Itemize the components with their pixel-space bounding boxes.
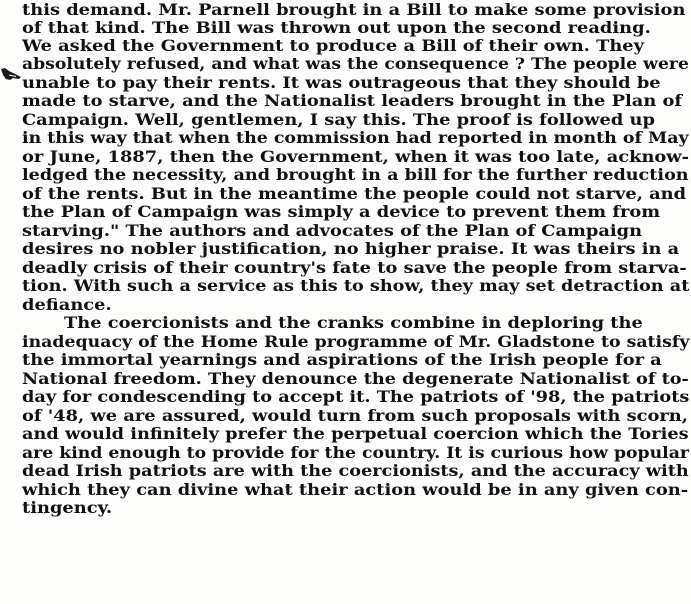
text-line: made to starve, and the Nationalist leaders brought in the Plan of	[22, 91, 683, 110]
text-line: We asked the Government to produce a Bill of their own. They	[22, 36, 644, 55]
text-line: the Plan of Campaign was simply a device to prevent them from	[22, 202, 661, 221]
text-line: of that kind. The Bill was thrown out upon the second reading.	[22, 18, 651, 37]
text-line: or June, 1887, then the Government, when it was too late, acknow-	[22, 147, 690, 166]
text-line: defiance.	[22, 295, 112, 314]
text-line: tingency.	[22, 498, 113, 517]
text-line: Campaign. Well, gentlemen, I say this. The proof is followed up	[22, 110, 655, 129]
text-line: starving." The authors and advocates of the Plan of Campaign	[22, 221, 643, 240]
text-line: unable to pay their rents. It was outrageous that they should be	[22, 73, 661, 92]
text-line: tion. With such a service as this to show, they may set detraction at	[22, 276, 690, 295]
text-line: of the rents. But in the meantime the people could not starve, and	[22, 184, 687, 203]
text-line: desires no nobler justification, no higher praise. It was theirs in a	[22, 239, 680, 258]
text-line: in this way that when the commission had reported in month of May	[22, 128, 689, 147]
text-line: which they can divine what their action would be in any given con-	[22, 480, 689, 499]
text-line: absolutely refused, and what was the consequence ? The people were	[22, 54, 689, 73]
text-line: the immortal yearnings and aspirations of the Irish people for a	[22, 350, 662, 369]
text-line: dead Irish patriots are with the coercionists, and the accuracy with	[22, 461, 689, 480]
text-line: this demand. Mr. Parnell brought in a Bill to make some provision	[22, 0, 686, 19]
text-line: National freedom. They denounce the degenerate Nationalist of to-	[22, 369, 689, 388]
text-line: are kind enough to provide for the country. It is curious how popular	[22, 443, 690, 462]
text-line: inadequacy of the Home Rule programme of Mr. Gladstone to satisfy	[22, 332, 690, 351]
text-line: The coercionists and the cranks combine in deploring the	[64, 313, 643, 332]
text-line: ledged the necessity, and brought in a bill for the further reduction	[22, 165, 689, 184]
text-line: of '48, we are assured, would turn from such proposals with scorn,	[22, 406, 688, 425]
text-line: and would infinitely prefer the perpetual coercion which the Tories	[22, 424, 689, 443]
text-line: deadly crisis of their country's fate to save the people from starva-	[22, 258, 687, 277]
text-line: day for condescending to accept it. The patriots of '98, the patriots	[22, 387, 690, 406]
